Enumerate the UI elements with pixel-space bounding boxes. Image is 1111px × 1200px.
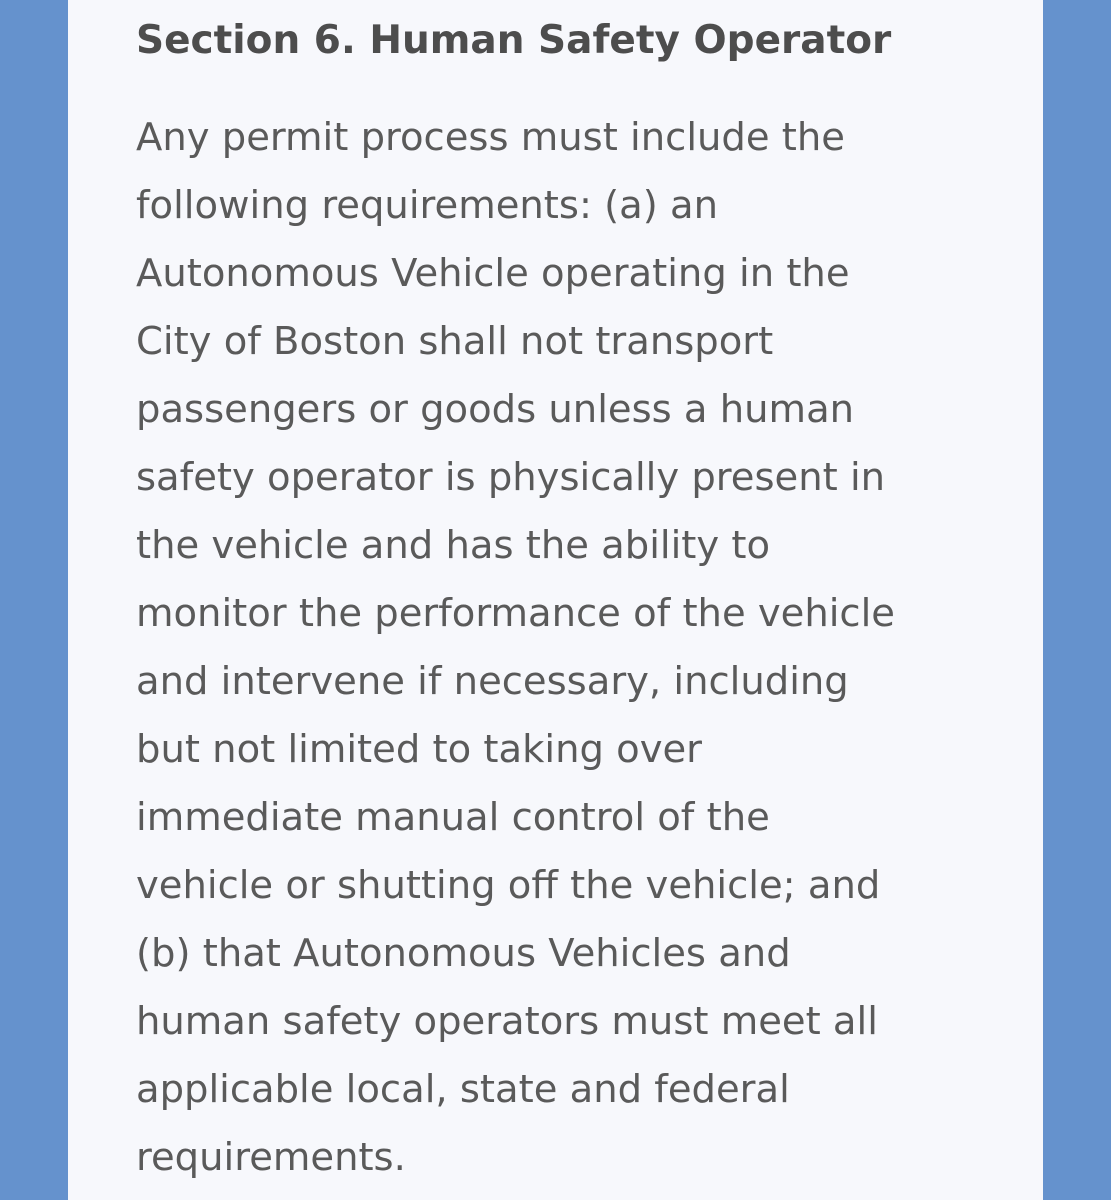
body-line: safety operator is physically present in	[136, 455, 886, 500]
section-body	[136, 104, 1036, 1192]
body-line: requirements.	[136, 1135, 406, 1180]
body-line: and intervene if necessary, including	[136, 659, 849, 704]
body-line: immediate manual control of the	[136, 795, 770, 840]
body-line: but not limited to taking over	[136, 727, 703, 772]
body-line: passengers or goods unless a human	[136, 387, 855, 432]
body-line: the vehicle and has the ability to	[136, 523, 771, 568]
body-line: (b) that Autonomous Vehicles and	[136, 931, 791, 976]
body-line: following requirements: (a) an	[136, 183, 719, 228]
body-line: human safety operators must meet all	[136, 999, 878, 1044]
body-line: vehicle or shutting off the vehicle; and	[136, 863, 881, 908]
document-page	[68, 0, 1043, 1200]
body-line: Autonomous Vehicle operating in the	[136, 251, 850, 296]
body-line: applicable local, state and federal	[136, 1067, 790, 1112]
body-line: Any permit process must include the	[136, 115, 845, 160]
section-heading: Section 6. Human Safety Operator	[136, 18, 892, 63]
body-line: City of Boston shall not transport	[136, 319, 774, 364]
body-line: monitor the performance of the vehicle	[136, 591, 895, 636]
